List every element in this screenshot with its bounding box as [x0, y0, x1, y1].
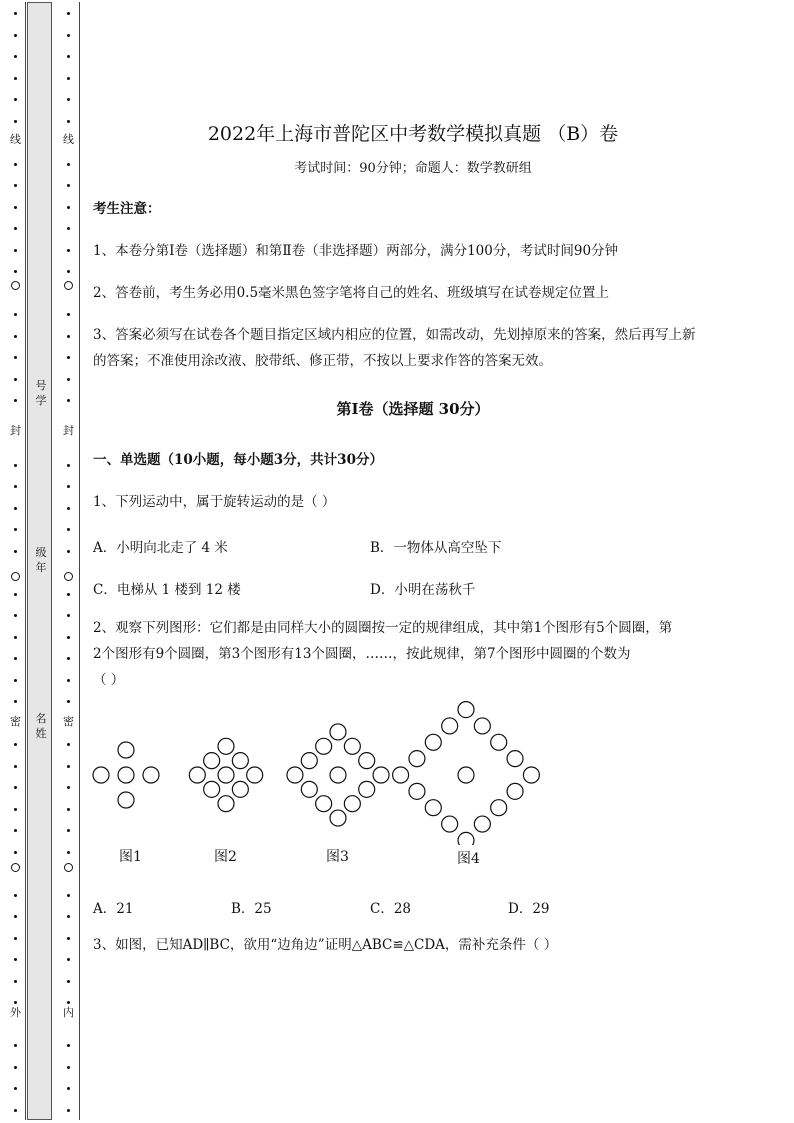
field-char: 号	[35, 379, 47, 392]
binding-dot	[67, 829, 70, 832]
outer-seal-char: 封	[10, 424, 21, 437]
binding-dot	[67, 980, 70, 983]
binding-dot	[14, 163, 17, 166]
binding-dot	[67, 528, 70, 531]
field-char: 级	[35, 546, 47, 559]
pattern-circle	[409, 751, 425, 767]
binding-dot	[67, 679, 70, 682]
pattern-circle	[118, 792, 134, 808]
pattern-circle	[425, 734, 441, 750]
pattern-circle	[507, 751, 523, 767]
binding-dot	[67, 485, 70, 488]
pattern-circle	[330, 724, 346, 740]
binding-dot	[14, 894, 17, 897]
pattern-circle	[474, 718, 490, 734]
binding-dot	[67, 206, 70, 209]
notice-item: 1、本卷分第I卷（选择题）和第Ⅱ卷（非选择题）两部分，满分100分，考试时间90分钟	[93, 243, 619, 259]
question-2-stem: （ ）	[93, 672, 125, 688]
binding-dot	[14, 12, 17, 15]
inner-seal-char: 线	[63, 133, 74, 146]
binding-dot	[67, 464, 70, 467]
binding-dot	[67, 120, 70, 123]
figure-1-label: 图1	[119, 849, 142, 865]
binding-dot	[14, 120, 17, 123]
binding-dot	[14, 786, 17, 789]
binding-dot	[14, 335, 17, 338]
binding-dot	[14, 356, 17, 359]
notice-item: 的答案；不准使用涂改液、胶带纸、修正带，不按以上要求作答的答案无效。	[93, 353, 552, 369]
binding-dot	[67, 657, 70, 660]
binding-dot	[67, 786, 70, 789]
pattern-circle	[232, 781, 248, 797]
binding-dot	[67, 313, 70, 316]
question-1-stem: 1、下列运动中，属于旋转运动的是（ ）	[93, 494, 336, 510]
binding-dot	[14, 184, 17, 187]
binding-dot	[67, 937, 70, 940]
notice-item: 2、答卷前，考生务必用0.5毫米黑色签字笔将自己的姓名、班级填写在试卷规定位置上	[93, 285, 610, 301]
figure-3-label: 图3	[326, 849, 349, 865]
binding-dot	[67, 356, 70, 359]
pattern-circle	[458, 832, 474, 845]
binding-dot	[14, 399, 17, 402]
binding-hole-icon	[64, 281, 73, 290]
exam-title: 2022年上海市普陀区中考数学模拟真题 （B）卷	[207, 123, 619, 145]
binding-dot	[14, 98, 17, 101]
binding-dot	[67, 77, 70, 80]
binding-dot	[67, 12, 70, 15]
binding-dot	[14, 378, 17, 381]
binding-dot	[67, 270, 70, 273]
binding-dot	[14, 249, 17, 252]
notice-item: 3、答案必须写在试卷各个题目指定区域内相应的位置，如需改动，先划掉原来的答案，然后再写上新	[93, 327, 696, 343]
question-3-stem: 3、如图，已知AD∥BC，欲用“边角边”证明△ABC≌△CDA，需补充条件（ ）	[93, 937, 558, 953]
binding-dot	[14, 958, 17, 961]
binding-dot	[67, 915, 70, 918]
pattern-circle	[344, 796, 360, 812]
pattern-circle	[218, 738, 234, 754]
q2-option-b[interactable]: B．25	[231, 901, 272, 917]
binding-dot	[67, 1044, 70, 1047]
pattern-circle	[301, 781, 317, 797]
inner-seal-char: 封	[63, 424, 74, 437]
figure-2-label: 图2	[214, 849, 237, 865]
binding-line-right	[79, 2, 80, 1120]
pattern-circle	[409, 783, 425, 799]
binding-dot	[14, 550, 17, 553]
binding-dot	[14, 55, 17, 58]
field-char: 姓	[35, 727, 47, 740]
pattern-circle	[359, 781, 375, 797]
binding-dot	[67, 593, 70, 596]
pattern-circle	[458, 702, 474, 718]
binding-dot	[67, 765, 70, 768]
pattern-circle	[474, 816, 490, 832]
binding-dot	[67, 808, 70, 811]
binding-hole-icon	[64, 863, 73, 872]
binding-dot	[14, 1109, 17, 1112]
binding-dot	[14, 1087, 17, 1090]
binding-dot	[67, 1066, 70, 1069]
pattern-circle	[344, 738, 360, 754]
binding-dot	[67, 378, 70, 381]
binding-dot	[14, 700, 17, 703]
pattern-circle	[247, 767, 263, 783]
binding-dot	[67, 894, 70, 897]
pattern-circle	[301, 753, 317, 769]
binding-dot	[67, 399, 70, 402]
pattern-circle	[93, 767, 109, 783]
pattern-circle	[393, 767, 409, 783]
q2-option-c[interactable]: C．28	[370, 901, 412, 917]
binding-dot	[14, 507, 17, 510]
outer-seal-char: 密	[10, 715, 21, 728]
pattern-circle	[442, 718, 458, 734]
binding-dot	[14, 1001, 17, 1004]
binding-dot	[14, 808, 17, 811]
binding-hole-icon	[11, 863, 20, 872]
binding-dot	[14, 485, 17, 488]
binding-dot	[14, 980, 17, 983]
binding-dot	[67, 700, 70, 703]
inner-seal-char: 内	[63, 1006, 74, 1019]
binding-dot	[14, 1044, 17, 1047]
binding-dot	[14, 743, 17, 746]
pattern-circle	[425, 800, 441, 816]
pattern-circle	[330, 810, 346, 826]
pattern-circle	[204, 781, 220, 797]
pattern-circle	[330, 767, 346, 783]
binding-dot	[14, 937, 17, 940]
binding-dot	[14, 227, 17, 230]
binding-dot	[67, 507, 70, 510]
pattern-circle	[491, 734, 507, 750]
q1-option-d[interactable]: D．小明在荡秋千	[370, 582, 476, 598]
circle-pattern-figures	[85, 700, 545, 845]
binding-hole-icon	[11, 572, 20, 581]
binding-dot	[14, 34, 17, 37]
pattern-circle	[359, 753, 375, 769]
pattern-circle	[118, 742, 134, 758]
binding-line-left	[25, 2, 26, 1120]
student-id-field-label	[34, 378, 48, 408]
pattern-circle	[458, 767, 474, 783]
binding-dot	[67, 1109, 70, 1112]
pattern-circle	[491, 800, 507, 816]
pattern-circle	[373, 767, 389, 783]
binding-dot	[14, 464, 17, 467]
pattern-circle	[204, 753, 220, 769]
q1-option-c[interactable]: C．电梯从 1 楼到 12 楼	[93, 582, 241, 598]
binding-dot	[67, 743, 70, 746]
binding-dot	[67, 34, 70, 37]
name-field-label	[34, 711, 48, 741]
binding-dot	[67, 55, 70, 58]
binding-dot	[67, 98, 70, 101]
binding-dot	[67, 851, 70, 854]
binding-hole-icon	[11, 281, 20, 290]
binding-dot	[67, 550, 70, 553]
pattern-circle	[507, 783, 523, 799]
pattern-circle	[118, 767, 134, 783]
q2-option-d[interactable]: D．29	[508, 901, 550, 917]
binding-dot	[67, 636, 70, 639]
binding-dot	[14, 313, 17, 316]
q1-option-a[interactable]: A．小明向北走了 4 米	[93, 540, 228, 556]
binding-dot	[67, 227, 70, 230]
binding-dot	[14, 765, 17, 768]
pattern-circle	[218, 767, 234, 783]
binding-dot	[67, 1001, 70, 1004]
binding-dot	[14, 829, 17, 832]
pattern-circle	[316, 738, 332, 754]
binding-dot	[67, 163, 70, 166]
binding-dot	[67, 614, 70, 617]
field-char: 年	[35, 561, 47, 574]
binding-dot	[67, 249, 70, 252]
binding-dot	[14, 915, 17, 918]
field-char: 学	[35, 394, 47, 407]
pattern-circle	[287, 767, 303, 783]
binding-dot	[14, 593, 17, 596]
binding-dot	[14, 270, 17, 273]
pattern-circle	[143, 767, 159, 783]
notice-heading: 考生注意：	[93, 201, 161, 217]
binding-dot	[14, 77, 17, 80]
pattern-circle	[218, 796, 234, 812]
binding-dot	[67, 958, 70, 961]
binding-dot	[67, 335, 70, 338]
binding-dot	[14, 636, 17, 639]
binding-dot	[14, 679, 17, 682]
field-char: 名	[35, 712, 47, 725]
pattern-circle	[316, 796, 332, 812]
pattern-circle	[189, 767, 205, 783]
binding-dot	[14, 528, 17, 531]
inner-seal-char: 密	[63, 715, 74, 728]
section-heading: 一、单选题（10小题，每小题3分，共计30分）	[93, 452, 383, 468]
pattern-circle	[442, 816, 458, 832]
binding-margin	[0, 0, 82, 1123]
grade-field-label	[34, 545, 48, 575]
outer-seal-char: 线	[10, 133, 21, 146]
q2-option-a[interactable]: A．21	[93, 901, 134, 917]
binding-dot	[67, 1087, 70, 1090]
binding-dot	[14, 657, 17, 660]
question-2-stem: 2、观察下列图形：它们都是由同样大小的圆圈按一定的规律组成，其中第1个图形有5个圆圈，第	[93, 620, 673, 636]
question-2-stem: 2个图形有9个圆圈，第3个图形有13个圆圈，……，按此规律，第7个图形中圆圈的个数为	[93, 646, 631, 662]
binding-dot	[14, 206, 17, 209]
binding-hole-icon	[64, 572, 73, 581]
figure-4-label: 图4	[457, 851, 480, 867]
q1-option-b[interactable]: B．一物体从高空坠下	[370, 540, 502, 556]
part-title: 第I卷（选择题 30分）	[336, 400, 490, 418]
pattern-circle	[232, 753, 248, 769]
binding-dot	[14, 614, 17, 617]
binding-dot	[14, 1066, 17, 1069]
binding-dot	[14, 851, 17, 854]
binding-dot	[67, 184, 70, 187]
outer-seal-char: 外	[10, 1006, 21, 1019]
pattern-circle	[523, 767, 539, 783]
exam-subtitle: 考试时间：90分钟；命题人：数学教研组	[294, 161, 532, 176]
